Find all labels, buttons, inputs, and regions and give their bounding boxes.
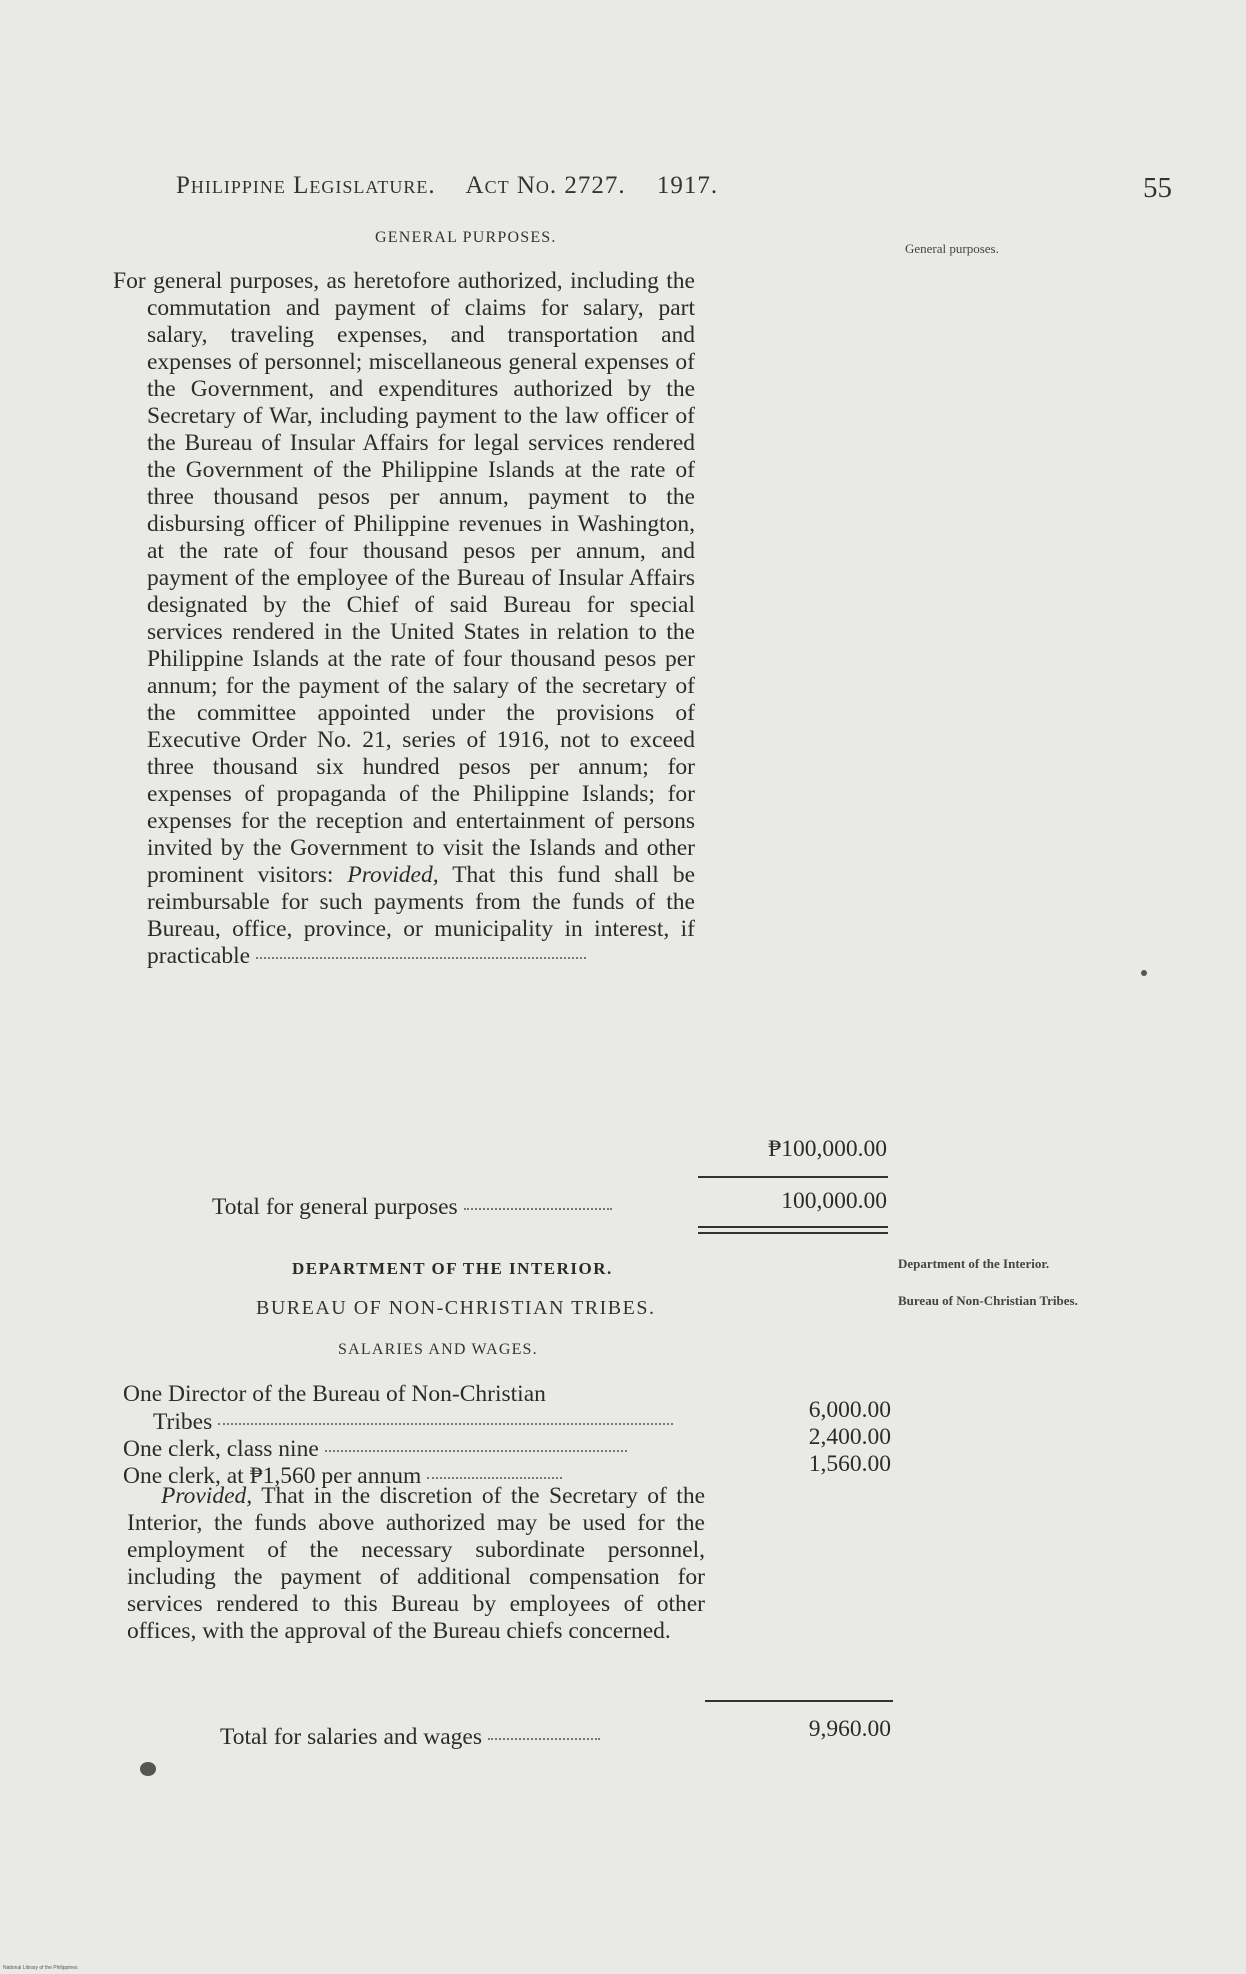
total-general-purposes-label: Total for general purposes [212,1194,458,1220]
running-head-year: 1917. [656,172,719,199]
leader-dots [325,1448,627,1452]
total-double-rule-top [698,1226,888,1228]
salaries-wages-heading: SALARIES AND WAGES. [338,1341,538,1358]
running-head-legislature: Philippine Legislature. [176,172,436,199]
section-heading-interior: DEPARTMENT OF THE INTERIOR. [292,1259,613,1278]
salaries-subtotal-rule [705,1700,893,1702]
total-general-purposes-row [212,1194,612,1221]
provided-word: Provided, [347,862,439,888]
general-purposes-text [113,268,695,970]
item-clerk-nine-label: One clerk, class nine [123,1436,319,1462]
provided-word: Provided, [161,1483,253,1509]
section-heading-general-purposes: GENERAL PURPOSES. [375,229,557,246]
running-head-act: Act No. 2727. [465,172,626,199]
item-clerk-nine [123,1436,627,1463]
item-clerk-1560-label: One clerk, at ₱1,560 per annum [123,1463,422,1489]
general-purposes-body: For general purposes, as heretofore authorized, including the commutation and payment of claims for salary, part salary, traveling expenses, and transportation and expenses of personnel; miscellaneous general expenses of the Government, and expenditures authorized by the Secretary of War, including payment to the law officer of the Bureau of Insular Affairs for legal services rendered the Government of the Philippine Islands at the rate of three thousand pesos per annum, payment to the disbursing officer of Philippine revenues in Washington, at the rate of four thousand pesos per annum, and payment of the employee of the Bureau of Insular Affairs designated by the Chief of said Bureau for special services rendered in the United States in relation to the Philippine Islands at the rate of four thousand pesos per annum; for the payment of the salary of the secretary of the committee appointed under the provisions of Executive Order No. 21, series of 1916, not to exceed three thousand six hundred pesos per annum; for expenses of propaganda of the Philippine Islands; for expenses for the reception and entertainment of persons invited by the Government to visit the Islands and other prominent visitors: [113,268,695,888]
leader-dots [218,1421,673,1425]
ink-speck [1141,970,1147,976]
sidenote-general-purposes: General purposes. [905,241,999,256]
subtotal-rule [698,1176,888,1178]
proviso-body: That in the discretion of the Secretary of the Interior, the funds above authorized may be used for the employment of the necessary subordinate personnel, including the payment of additional compensation for services rendered to this Bureau by employees of other offices, with the approval of the Bureau chiefs concerned. [127,1483,706,1644]
item-director-line1: One Director of the Bureau of Non-Christian [123,1381,546,1407]
page-number: 55 [1143,172,1172,204]
total-double-rule-bottom [698,1232,888,1234]
proviso-paragraph [127,1483,705,1645]
proviso-text [127,1483,705,1645]
total-general-purposes-amount: 100,000.00 [781,1188,887,1214]
leader-dots [488,1736,600,1740]
running-head [176,172,742,200]
bureau-heading: BUREAU OF NON-CHRISTIAN TRIBES. [256,1297,656,1319]
sidenote-department-interior: Department of the Interior. [898,1256,1050,1271]
sidenote-bureau-non-christian: Bureau of Non-Christian Tribes. [898,1293,1078,1308]
total-salaries-row [220,1724,600,1751]
item-clerk-1560-amount: 1,560.00 [808,1451,891,1477]
footer-note: National Library of the Philippines [3,1965,78,1971]
item-director-label: Tribes [153,1409,213,1435]
general-purposes-tail: That this fund shall be reimbursable for such payments from the funds of the Bureau, office, province, or municipality in interest, if practicable [147,862,696,969]
leader-dots [256,955,586,959]
total-salaries-amount: 9,960.00 [808,1716,891,1742]
ink-blot [140,1762,156,1776]
total-salaries-label: Total for salaries and wages [220,1724,482,1750]
item-director-line2 [153,1409,673,1436]
leader-dots [427,1475,562,1479]
item-director-amount: 6,000.00 [808,1397,891,1423]
general-purposes-paragraph [113,268,695,970]
item-clerk-nine-amount: 2,400.00 [808,1424,891,1450]
general-purposes-amount: ₱100,000.00 [768,1136,887,1162]
leader-dots [464,1206,612,1210]
